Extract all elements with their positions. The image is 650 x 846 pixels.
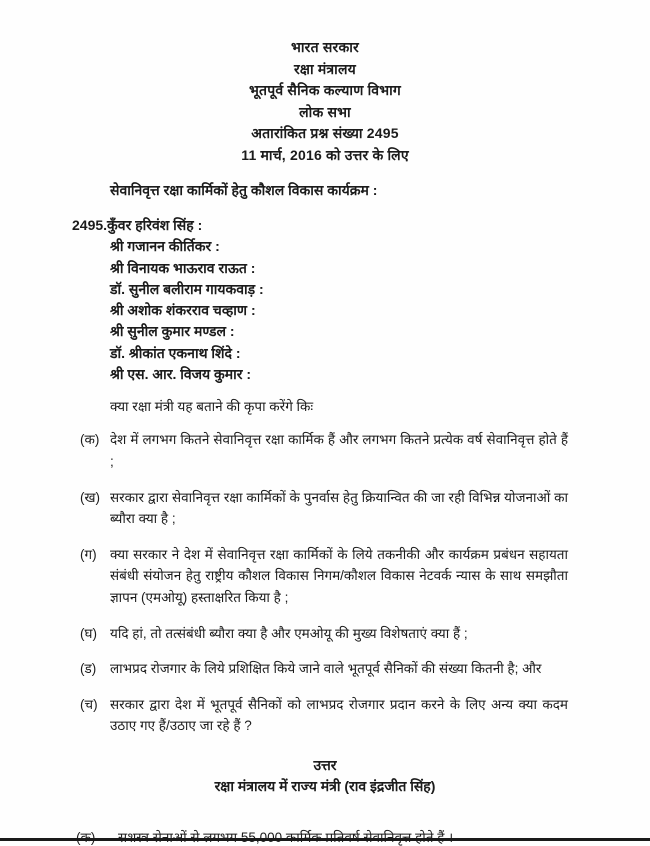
askers-list: [0, 215, 650, 385]
question-text: क्या सरकार ने देश में सेवानिवृत्त रक्षा कार्मिकों के लिये तकनीकी और कार्यक्रम प्रबंधन सहायता संबंधी संयोजन हेतु राष्ट्रीय कौशल विकास निगम/कौशल विकास नेटवर्क न्यास के साथ समझौता ज्ञापन (एमओयू) हस्ताक्षरित किया है ;: [110, 546, 568, 605]
asker-name: डॉ. सुनील बलीराम गायकवाड़ :: [110, 280, 264, 297]
question-text: सरकार द्वारा सेवानिवृत्त रक्षा कार्मिकों के पुनर्वास हेतु क्रियान्वित की जा रही विभिन्न योजनाओं का ब्यौरा क्या है ;: [110, 489, 568, 527]
asker-name: श्री एस. आर. विजय कुमार :: [110, 366, 252, 383]
header-ministry-line: रक्षा मंत्रालय: [293, 60, 357, 77]
asker-name: श्री अशोक शंकरराव चव्हाण :: [110, 302, 256, 319]
question-item: [80, 658, 568, 680]
header-house-line: लोक सभा: [299, 103, 351, 120]
header-question-number-line: अतारांकित प्रश्न संख्या 2495: [251, 125, 399, 141]
page-bottom-scan-line: [0, 838, 650, 841]
question-item: [80, 544, 568, 609]
asker-name: श्री सुनील कुमार मण्डल :: [110, 323, 235, 340]
question-marker: (घ): [80, 625, 97, 641]
question-number: 2495.: [72, 217, 108, 233]
document-header: [0, 0, 650, 166]
question-marker: (ग): [80, 546, 97, 562]
header-govt-line: भारत सरकार: [291, 39, 359, 55]
asker-name: डॉ. श्रीकांत एकनाथ शिंदे :: [110, 344, 241, 361]
asker-name: श्री विनायक भाऊराव राऊत :: [110, 259, 256, 276]
question-marker: (क): [80, 432, 100, 448]
question-text: देश में लगभग कितने सेवानिवृत्त रक्षा कार्मिक हैं और लगभग कितने प्रत्येक वर्ष सेवानिवृत्त होते हैं ;: [110, 432, 568, 469]
answer-item: [76, 827, 576, 846]
asker-line: [72, 215, 650, 236]
question-item: [80, 487, 568, 530]
question-marker: (ख): [80, 489, 101, 505]
question-text: लाभप्रद रोजगार के लिये प्रशिक्षित किये जाने वाले भूतपूर्व सैनिकों की संख्या कितनी है; और: [110, 661, 542, 677]
subject-title: सेवानिवृत्त रक्षा कार्मिकों हेतु कौशल विकास कार्यक्रम :: [110, 182, 378, 198]
asker-name: श्री गजानन कीर्तिकर :: [110, 238, 220, 255]
question-item: [80, 623, 568, 645]
header-answer-date-line: 11 मार्च, 2016 को उत्तर के लिए: [241, 146, 409, 163]
header-department-line: भूतपूर्व सैनिक कल्याण विभाग: [248, 82, 402, 98]
answer-marker: [76, 827, 118, 846]
answer-by-line: रक्षा मंत्रालय में राज्य मंत्री (राव इंद्रजीत सिंह): [214, 777, 436, 794]
question-marker: (ड): [80, 661, 97, 677]
asker-name: कुँवर हरिवंश सिंह :: [107, 217, 203, 233]
question-text: सरकार द्वारा देश में भूतपूर्व सैनिकों को लाभप्रद रोजगार प्रदान करने के लिए अन्य क्या कदम उठाए गए हैं/उठाए जा रहे हैं ?: [110, 696, 568, 734]
question-item: [80, 429, 568, 472]
answer-text: [118, 827, 576, 846]
answer-heading: उत्तर: [313, 756, 337, 773]
question-marker: (च): [80, 696, 98, 712]
question-item: [80, 694, 568, 737]
question-text: यदि हां, तो तत्संबंधी ब्यौरा क्या है और एमओयू की मुख्य विशेषताएं क्या हैं ;: [110, 625, 468, 641]
question-lead-in: क्या रक्षा मंत्री यह बताने की कृपा करेंगे किः: [110, 399, 314, 415]
